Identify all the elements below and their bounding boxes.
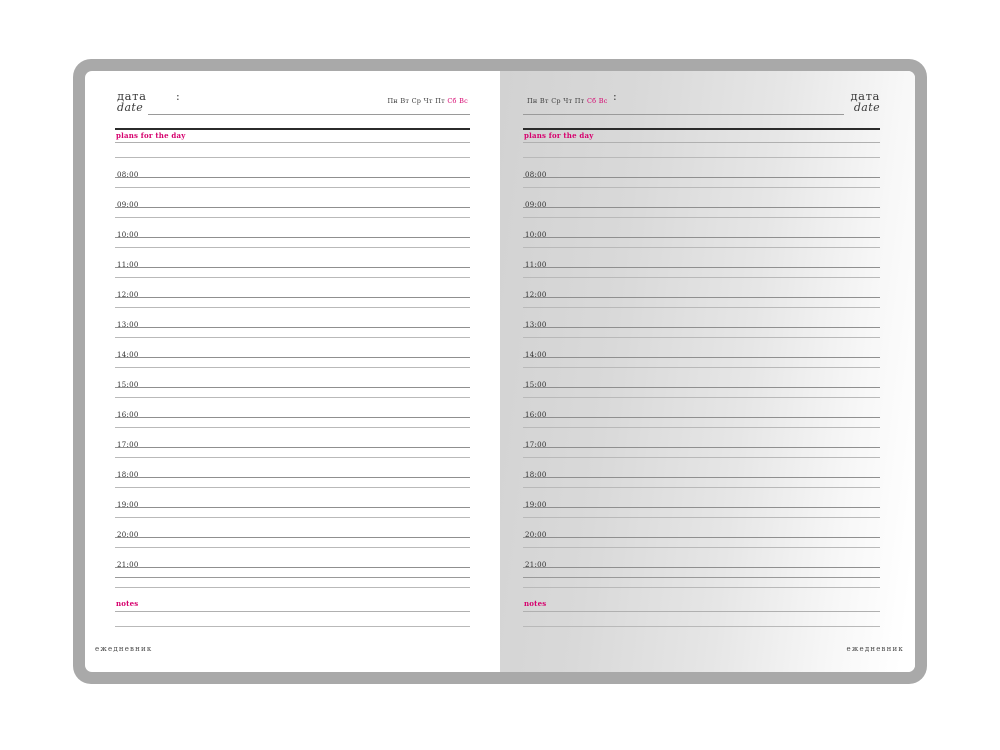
hour-writing-line <box>115 308 470 328</box>
brand-label-left: ежедневник <box>95 645 153 653</box>
hour-label: 20:00 <box>525 531 547 539</box>
hour-label: 17:00 <box>117 441 139 449</box>
hour-block <box>523 457 880 487</box>
page-header <box>523 90 880 116</box>
hour-writing-line <box>523 158 880 178</box>
notes-label: notes <box>116 599 139 608</box>
hour-label: 15:00 <box>117 381 139 389</box>
hour-label: 11:00 <box>525 261 547 269</box>
hour-writing-line <box>523 368 880 388</box>
hour-writing-line <box>115 188 470 208</box>
hour-label: 20:00 <box>117 531 139 539</box>
planner-page-right <box>523 90 880 628</box>
date-label-en: date <box>117 101 144 114</box>
weekday-label: Пн <box>387 97 398 105</box>
hour-label: 15:00 <box>525 381 547 389</box>
hour-block <box>115 187 470 217</box>
date-colon: : <box>613 90 617 103</box>
weekday-label: Пт <box>574 97 585 105</box>
notes-writing-line <box>523 612 880 627</box>
hour-block <box>523 337 880 367</box>
hour-block <box>115 307 470 337</box>
hour-label: 08:00 <box>117 171 139 179</box>
weekday-label: Вт <box>400 97 410 105</box>
hour-block <box>523 487 880 517</box>
hour-writing-line <box>115 368 470 388</box>
hour-writing-line <box>523 488 880 508</box>
hour-writing-line <box>523 428 880 448</box>
hours-grid <box>523 157 880 577</box>
weekday-label: Вт <box>539 97 549 105</box>
date-block <box>117 90 147 114</box>
hour-block <box>523 367 880 397</box>
hour-writing-line <box>523 248 880 268</box>
date-label-ru: дата <box>850 89 880 103</box>
weekday-row <box>387 97 468 105</box>
hour-writing-line <box>523 218 880 238</box>
hour-label: 13:00 <box>525 321 547 329</box>
hour-block <box>115 367 470 397</box>
hour-writing-line <box>523 278 880 298</box>
hour-writing-line <box>115 548 470 568</box>
hour-block <box>523 307 880 337</box>
hour-block <box>523 277 880 307</box>
hour-block <box>523 517 880 547</box>
date-label-ru: дата <box>117 89 147 103</box>
hour-writing-line <box>115 278 470 298</box>
hour-label: 08:00 <box>525 171 547 179</box>
extra-writing-line <box>523 577 880 588</box>
weekend-day-label: Вс <box>598 97 608 105</box>
hour-label: 12:00 <box>117 291 139 299</box>
notes-row <box>115 588 470 612</box>
hour-label: 10:00 <box>117 231 139 239</box>
hour-label: 18:00 <box>117 471 139 479</box>
hour-writing-line <box>115 218 470 238</box>
hour-label: 19:00 <box>525 501 547 509</box>
date-label-en: date <box>853 101 880 114</box>
hour-block <box>115 157 470 187</box>
notes-label: notes <box>524 599 547 608</box>
weekday-label: Пт <box>435 97 445 105</box>
hour-block <box>523 547 880 577</box>
weekend-day-label: Сб <box>447 97 457 105</box>
plans-label: plans for the day <box>524 131 594 140</box>
hour-writing-line <box>523 458 880 478</box>
hour-writing-line <box>115 398 470 418</box>
hour-label: 10:00 <box>525 231 547 239</box>
hour-block <box>115 337 470 367</box>
extra-writing-line <box>115 577 470 588</box>
planner-cover <box>73 59 927 684</box>
hours-grid <box>115 157 470 577</box>
hour-label: 17:00 <box>525 441 547 449</box>
hour-label: 19:00 <box>117 501 139 509</box>
hour-label: 16:00 <box>525 411 547 419</box>
plans-label: plans for the day <box>116 131 186 140</box>
hour-block <box>523 157 880 187</box>
weekday-row <box>527 97 608 105</box>
hour-block <box>523 247 880 277</box>
hour-label: 11:00 <box>117 261 139 269</box>
hour-label: 16:00 <box>117 411 139 419</box>
hour-writing-line <box>115 488 470 508</box>
hour-label: 09:00 <box>525 201 547 209</box>
weekday-label: Чт <box>563 97 573 105</box>
hour-block <box>523 397 880 427</box>
hour-block <box>115 547 470 577</box>
hour-block <box>115 487 470 517</box>
hour-writing-line <box>523 308 880 328</box>
hour-block <box>115 277 470 307</box>
hour-label: 21:00 <box>525 561 547 569</box>
notes-row <box>523 588 880 612</box>
plans-row <box>523 130 880 143</box>
hour-writing-line <box>115 338 470 358</box>
weekend-day-label: Сб <box>586 97 597 105</box>
hour-block <box>523 187 880 217</box>
hour-block <box>115 217 470 247</box>
hour-block <box>115 517 470 547</box>
plans-row <box>115 130 470 143</box>
hour-writing-line <box>523 338 880 358</box>
weekend-day-label: Вс <box>459 97 468 105</box>
hour-writing-line <box>523 518 880 538</box>
date-underline <box>148 114 470 115</box>
hour-writing-line <box>115 458 470 478</box>
hour-block <box>115 457 470 487</box>
hour-writing-line <box>115 428 470 448</box>
hour-label: 13:00 <box>117 321 139 329</box>
notes-writing-line <box>115 612 470 627</box>
hour-writing-line <box>115 518 470 538</box>
weekday-label: Пн <box>527 97 538 105</box>
hour-block <box>115 397 470 427</box>
brand-label-right: ежедневник <box>846 645 904 653</box>
weekday-label: Ср <box>411 97 422 105</box>
hour-block <box>523 217 880 247</box>
page-header <box>115 90 470 116</box>
hour-writing-line <box>523 548 880 568</box>
hour-block <box>115 247 470 277</box>
hour-writing-line <box>115 158 470 178</box>
hour-label: 09:00 <box>117 201 139 209</box>
planner-page-left <box>115 90 470 628</box>
date-colon: : <box>176 90 180 103</box>
weekday-label: Ср <box>551 97 561 105</box>
planner-paper <box>85 71 915 672</box>
hour-writing-line <box>523 398 880 418</box>
hour-writing-line <box>115 248 470 268</box>
hour-label: 14:00 <box>525 351 547 359</box>
date-underline <box>523 114 844 115</box>
weekday-label: Чт <box>423 97 433 105</box>
hour-label: 21:00 <box>117 561 139 569</box>
hour-block <box>115 427 470 457</box>
hour-label: 14:00 <box>117 351 139 359</box>
hour-block <box>523 427 880 457</box>
hour-label: 18:00 <box>525 471 547 479</box>
hour-label: 12:00 <box>525 291 547 299</box>
date-block <box>850 90 880 114</box>
hour-writing-line <box>523 188 880 208</box>
